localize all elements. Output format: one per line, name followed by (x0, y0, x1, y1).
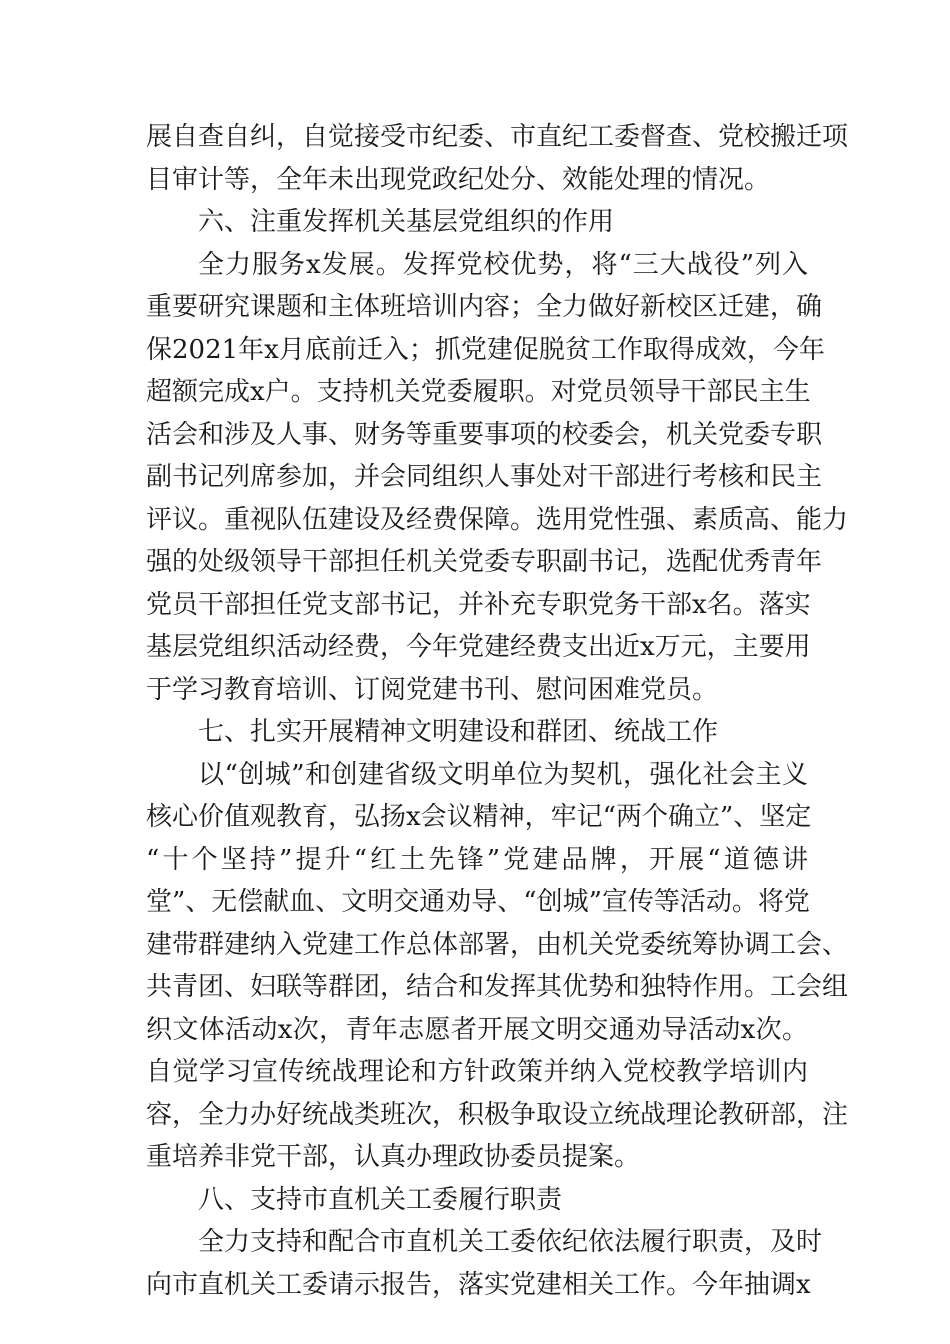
paragraph-line: 容，全力办好统战类班次，积极争取设立统战理论教研部，注 (146, 1099, 849, 1130)
section-heading: 八、支持市直机关工委履行职责 (198, 1184, 563, 1215)
section-heading: 六、注重发挥机关基层党组织的作用 (198, 207, 615, 237)
paragraph-line: “十个坚持”提升“红土先锋”党建品牌，开展“道德讲 (146, 844, 808, 875)
document-body (146, 116, 849, 1306)
paragraph-line: 核心价值观教育，弘扬x会议精神，牢记“两个确立”、坚定 (146, 802, 812, 832)
section-heading: 七、扎实开展精神文明建设和群团、统战工作 (198, 717, 719, 747)
paragraph-line: 向市直机关工委请示报告，落实党建相关工作。今年抽调x (146, 1269, 811, 1300)
paragraph-line: 重要研究课题和主体班培训内容；全力做好新校区迁建，确 (146, 292, 823, 322)
paragraph-line: 于学习教育培训、订阅党建书刊、慰问困难党员。 (146, 674, 719, 705)
paragraph-line: 展自查自纠，自觉接受市纪委、市直纪工委督查、党校搬迁项 (146, 122, 849, 152)
paragraph-line: 重培养非党干部，认真办理政协委员提案。 (146, 1142, 641, 1172)
paragraph-line: 保2021年x月底前迁入；抓党建促脱贫工作取得成效，今年 (146, 334, 825, 365)
paragraph-line: 全力服务x发展。发挥党校优势，将“三大战役”列入 (198, 249, 808, 280)
paragraph-line: 堂”、无偿献血、文明交通劝导、“创城”宣传等活动。将党 (146, 887, 810, 917)
paragraph-line: 强的处级领导干部担任机关党委专职副书记，选配优秀青年 (146, 547, 823, 577)
paragraph-line: 自觉学习宣传统战理论和方针政策并纳入党校教学培训内 (146, 1057, 808, 1087)
paragraph-line: 织文体活动x次，青年志愿者开展文明交通劝导活动x次。 (146, 1014, 808, 1045)
paragraph-line: 建带群建纳入党建工作总体部署，由机关党委统筹协调工会、 (146, 929, 849, 960)
paragraph-line: 党员干部担任党支部书记，并补充专职党务干部x名。落实 (146, 589, 811, 620)
paragraph-line: 活会和涉及人事、财务等重要事项的校委会，机关党委专职 (146, 419, 823, 450)
paragraph-line: 副书记列席参加，并会同组织人事处对干部进行考核和民主 (146, 462, 823, 492)
paragraph-line: 超额完成x户。支持机关党委履职。对党员领导干部民主生 (146, 377, 811, 407)
paragraph-line: 基层党组织活动经费，今年党建经费支出近x万元，主要用 (146, 632, 811, 662)
paragraph-line: 共青团、妇联等群团，结合和发挥其优势和独特作用。工会组 (146, 972, 849, 1002)
paragraph-line: 评议。重视队伍建设及经费保障。选用党性强、素质高、能力 (146, 504, 849, 535)
paragraph-line: 以“创城”和创建省级文明单位为契机，强化社会主义 (198, 759, 808, 790)
paragraph-line: 目审计等，全年未出现党政纪处分、效能处理的情况。 (146, 164, 771, 195)
paragraph-line: 全力支持和配合市直机关工委依纪依法履行职责，及时 (198, 1227, 823, 1257)
